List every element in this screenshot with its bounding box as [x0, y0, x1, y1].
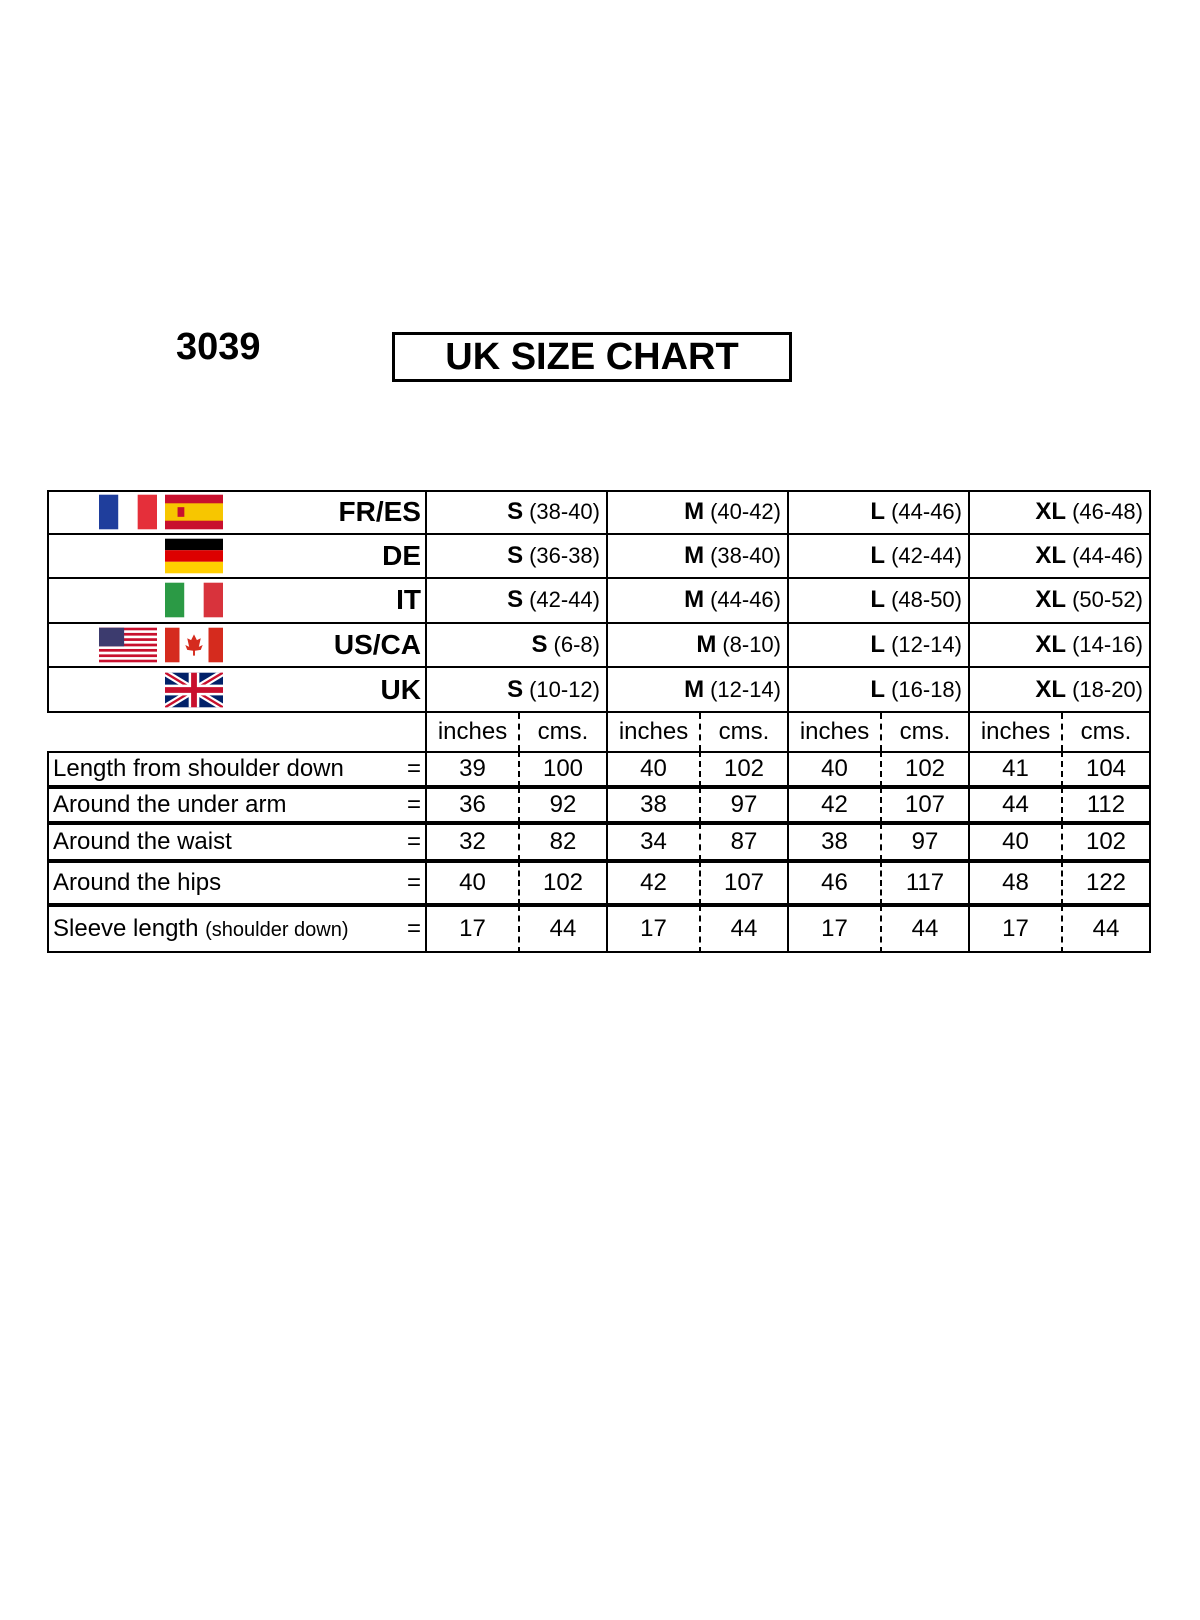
size-cell: [970, 535, 1151, 580]
italy-flag-icon: [165, 582, 223, 618]
measurement-row: [47, 861, 1151, 905]
value-inches: 32: [427, 823, 520, 861]
size-cell: [970, 668, 1151, 713]
unit-inches-header: inches: [970, 713, 1063, 751]
size-range: (44-46): [1072, 542, 1143, 568]
size-range: (8-10): [722, 632, 781, 658]
size-range: (38-40): [529, 499, 600, 525]
measurement-name: Around the under arm: [53, 791, 287, 818]
size-range: (16-18): [891, 676, 962, 702]
size-letter: XL: [1035, 498, 1067, 526]
france-flag-icon: [99, 494, 157, 530]
value-cms: 122: [1063, 861, 1151, 905]
value-inches: 36: [427, 787, 520, 823]
uk-flag-icon: [165, 672, 223, 708]
region-label-cell: [47, 579, 427, 624]
value-cms: 44: [520, 905, 608, 953]
size-cell: [608, 535, 789, 580]
value-inches: 46: [789, 861, 882, 905]
region-flags: [93, 494, 223, 530]
measurement-label-cell: [47, 905, 427, 953]
size-range: (40-42): [710, 499, 781, 525]
value-inches: 42: [608, 861, 701, 905]
size-letter: L: [870, 675, 886, 703]
chart-title-text: UK SIZE CHART: [445, 335, 739, 378]
size-letter: XL: [1035, 675, 1067, 703]
region-name: IT: [396, 584, 421, 616]
size-cell: [789, 535, 970, 580]
value-inches: 44: [970, 787, 1063, 823]
region-flags: [93, 672, 223, 708]
equals-sign: =: [406, 828, 421, 855]
value-cms: 97: [701, 787, 789, 823]
size-letter: M: [684, 586, 705, 614]
value-inches: 40: [608, 751, 701, 787]
size-letter: M: [684, 498, 705, 526]
value-cms: 102: [882, 751, 970, 787]
equals-sign: =: [406, 915, 421, 942]
size-range: (44-46): [710, 587, 781, 613]
unit-inches-header: inches: [789, 713, 882, 751]
region-name: UK: [380, 673, 421, 705]
region-row: [47, 579, 1151, 624]
value-cms: 87: [701, 823, 789, 861]
value-inches: 40: [970, 823, 1063, 861]
canada-flag-icon: [165, 627, 223, 663]
value-cms: 112: [1063, 787, 1151, 823]
region-row: [47, 624, 1151, 669]
measurement-label-cell: [47, 861, 427, 905]
size-range: (50-52): [1072, 587, 1143, 613]
size-cell: [608, 579, 789, 624]
size-cell: [970, 579, 1151, 624]
value-cms: 102: [520, 861, 608, 905]
chart-title: [392, 332, 792, 382]
measurement-row: [47, 905, 1151, 953]
region-flags: [93, 627, 223, 663]
size-cell: [427, 624, 608, 669]
value-inches: 17: [427, 905, 520, 953]
size-letter: M: [684, 675, 705, 703]
measurement-name: Around the waist: [53, 828, 232, 855]
size-cell: [427, 668, 608, 713]
size-letter: L: [870, 586, 886, 614]
measurement-row: [47, 751, 1151, 787]
value-inches: 42: [789, 787, 882, 823]
measurement-label: [53, 828, 232, 856]
measurement-label: [53, 915, 349, 943]
value-cms: 107: [882, 787, 970, 823]
value-inches: 40: [427, 861, 520, 905]
size-range: (48-50): [891, 587, 962, 613]
size-cell: [789, 624, 970, 669]
value-cms: 100: [520, 751, 608, 787]
region-row: [47, 490, 1151, 535]
size-range: (42-44): [529, 587, 600, 613]
size-letter: S: [507, 675, 524, 703]
units-blank-cell: [47, 713, 427, 751]
value-inches: 38: [789, 823, 882, 861]
size-letter: M: [696, 631, 717, 659]
equals-sign: =: [406, 755, 421, 782]
equals-sign: =: [406, 869, 421, 896]
value-cms: 102: [1063, 823, 1151, 861]
measurement-row: [47, 787, 1151, 823]
size-cell: [608, 668, 789, 713]
region-name: FR/ES: [338, 496, 421, 528]
value-inches: 17: [608, 905, 701, 953]
value-inches: 38: [608, 787, 701, 823]
value-inches: 41: [970, 751, 1063, 787]
region-row: [47, 535, 1151, 580]
value-cms: 97: [882, 823, 970, 861]
value-inches: 17: [970, 905, 1063, 953]
size-letter: M: [684, 541, 705, 569]
spain-flag-icon: [165, 494, 223, 530]
value-inches: 34: [608, 823, 701, 861]
germany-flag-icon: [165, 538, 223, 574]
size-cell: [789, 579, 970, 624]
size-cell: [427, 579, 608, 624]
region-flags: [93, 538, 223, 574]
measurement-label: [53, 755, 344, 783]
size-range: (12-14): [891, 632, 962, 658]
size-letter: S: [507, 541, 524, 569]
size-cell: [427, 535, 608, 580]
value-cms: 44: [882, 905, 970, 953]
size-range: (42-44): [891, 542, 962, 568]
unit-cms-header: cms.: [520, 713, 608, 751]
measurement-label-cell: [47, 787, 427, 823]
value-inches: 40: [789, 751, 882, 787]
measurement-row: [47, 823, 1151, 861]
size-range: (14-16): [1072, 632, 1143, 658]
value-cms: 104: [1063, 751, 1151, 787]
value-inches: 17: [789, 905, 882, 953]
size-letter: XL: [1035, 631, 1067, 659]
size-letter: L: [870, 541, 886, 569]
size-cell: [608, 624, 789, 669]
unit-cms-header: cms.: [1063, 713, 1151, 751]
value-cms: 44: [1063, 905, 1151, 953]
size-range: (36-38): [529, 542, 600, 568]
size-letter: S: [531, 631, 548, 659]
size-range: (18-20): [1072, 676, 1143, 702]
value-cms: 82: [520, 823, 608, 861]
size-letter: XL: [1035, 541, 1067, 569]
value-inches: 39: [427, 751, 520, 787]
size-cell: [970, 490, 1151, 535]
units-row: [47, 713, 1151, 751]
measurement-label: [53, 869, 221, 897]
value-cms: 44: [701, 905, 789, 953]
region-row: [47, 668, 1151, 713]
size-range: (6-8): [553, 632, 600, 658]
measurement-note: (shoulder down): [205, 919, 349, 941]
region-name: US/CA: [333, 629, 421, 661]
region-flags: [93, 582, 223, 618]
size-range: (12-14): [710, 676, 781, 702]
size-letter: S: [507, 498, 524, 526]
unit-inches-header: inches: [608, 713, 701, 751]
region-label-cell: [47, 490, 427, 535]
measurement-name: Length from shoulder down: [53, 755, 344, 782]
value-inches: 48: [970, 861, 1063, 905]
region-label-cell: [47, 668, 427, 713]
size-range: (44-46): [891, 499, 962, 525]
measurement-name: Sleeve length: [53, 915, 199, 942]
size-cell: [427, 490, 608, 535]
size-letter: S: [507, 586, 524, 614]
usa-flag-icon: [99, 627, 157, 663]
size-letter: L: [870, 631, 886, 659]
size-range: (38-40): [710, 542, 781, 568]
size-range: (10-12): [529, 676, 600, 702]
unit-cms-header: cms.: [701, 713, 789, 751]
unit-cms-header: cms.: [882, 713, 970, 751]
product-code: 3039: [176, 326, 261, 368]
region-name: DE: [382, 539, 421, 571]
value-cms: 117: [882, 861, 970, 905]
value-cms: 102: [701, 751, 789, 787]
size-cell: [789, 490, 970, 535]
measurement-label: [53, 791, 286, 819]
measurement-label-cell: [47, 751, 427, 787]
region-label-cell: [47, 624, 427, 669]
unit-inches-header: inches: [427, 713, 520, 751]
size-letter: L: [870, 498, 886, 526]
value-cms: 107: [701, 861, 789, 905]
size-range: (46-48): [1072, 499, 1143, 525]
size-letter: XL: [1035, 586, 1067, 614]
value-cms: 92: [520, 787, 608, 823]
region-label-cell: [47, 535, 427, 580]
size-cell: [608, 490, 789, 535]
equals-sign: =: [406, 791, 421, 818]
measurement-label-cell: [47, 823, 427, 861]
measurement-name: Around the hips: [53, 869, 222, 896]
size-cell: [789, 668, 970, 713]
size-cell: [970, 624, 1151, 669]
